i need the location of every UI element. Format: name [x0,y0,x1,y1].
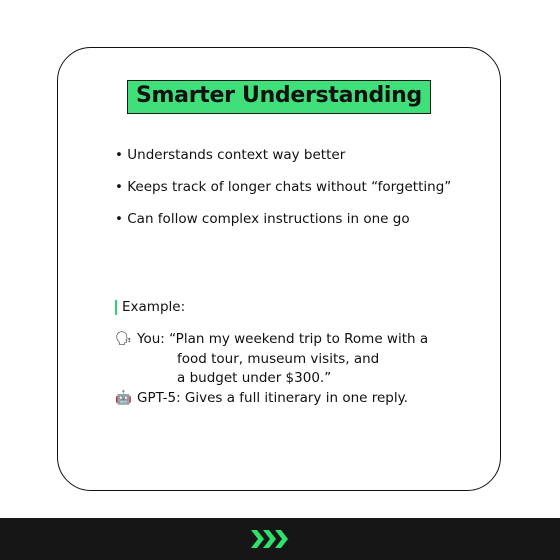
title-wrapper [58,80,500,114]
accent-bar [115,300,117,315]
example-heading [115,298,185,316]
bot-reply: GPT-5: Gives a full itinerary in one reply. [137,389,408,406]
footer-bar [0,518,560,560]
user-line [115,330,428,350]
feature-item: • Understands context way better [115,147,346,163]
content-card [57,47,501,491]
card-title: Smarter Understanding [127,80,431,114]
user-prompt-line-2: food tour, museum visits, and [177,350,380,367]
triple-chevron-right-icon [250,526,294,552]
speaking-head-icon: 🗣 [115,331,133,347]
example-label: Example: [122,299,186,315]
robot-icon: 🤖 [115,389,132,406]
bot-line [115,389,428,409]
feature-item: • Can follow complex instructions in one go [115,211,410,227]
feature-list [115,146,451,242]
feature-item: • Keeps track of longer chats without “forgetting” [115,179,452,195]
user-prompt-line-3: a budget under $300.” [177,370,332,386]
example-exchange [115,330,428,408]
user-prompt-line-1: You: “Plan my weekend trip to Rome with a [137,331,429,347]
